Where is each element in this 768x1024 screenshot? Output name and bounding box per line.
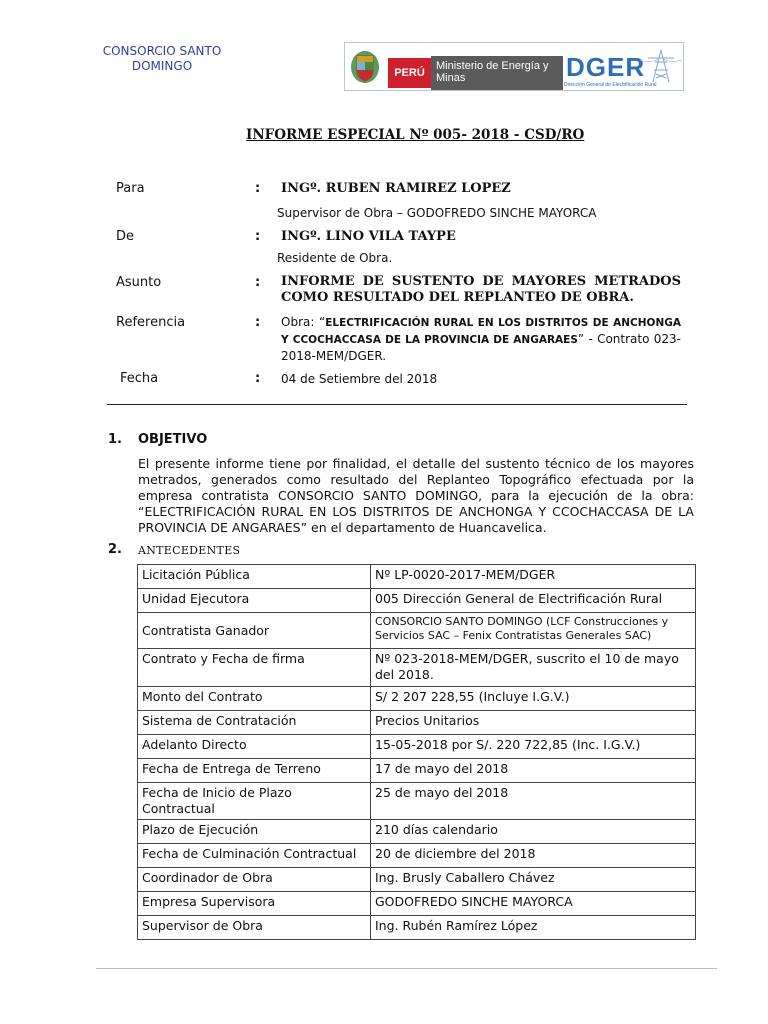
table-cell-label: Unidad Ejecutora: [138, 589, 371, 613]
section-1-number: 1.: [108, 432, 122, 447]
table-cell-label: Fecha de Culminación Contractual: [138, 844, 371, 868]
section-divider: [107, 404, 687, 405]
objetivo-paragraph: El presente informe tiene por finalidad, el detalle del sustento técnico de los mayores metrados, generados como resultado del Replanteo Topográfico efectuada por la empresa contratista CONSORCIO SANTO DOMINGO, para la ejecución de la obra: “ELECTRIFICACIÓN RURAL EN LOS DISTRITOS DE ANCHONGA Y CCOCHACCASA DE LA PROVINCIA DE ANGARAES” en el departamento de Huancavelica.: [138, 456, 694, 535]
referencia-colon: :: [255, 315, 261, 330]
de-label: De: [116, 229, 135, 244]
table-cell-label: Coordinador de Obra: [138, 868, 371, 892]
table-row: [138, 613, 696, 649]
table-row: [138, 649, 696, 687]
table-row: [138, 916, 696, 940]
table-cell-label: Contratista Ganador: [138, 613, 371, 649]
antecedentes-table: [137, 564, 696, 940]
table-row: [138, 868, 696, 892]
table-cell-label: Monto del Contrato: [138, 687, 371, 711]
table-cell-label: Licitación Pública: [138, 565, 371, 589]
company-name: CONSORCIO SANTO DOMINGO: [102, 44, 222, 73]
fecha-label: Fecha: [120, 371, 159, 386]
peru-logo-label: PERÚ: [388, 58, 431, 88]
table-row: [138, 735, 696, 759]
table-cell-label: Supervisor de Obra: [138, 916, 371, 940]
table-cell-label: Contrato y Fecha de firma: [138, 649, 371, 687]
dger-logo-subtitle: Dirección General de Electrificación Rural: [564, 82, 657, 88]
section-2-number: 2.: [108, 542, 122, 557]
table-cell-label: Empresa Supervisora: [138, 892, 371, 916]
table-row: [138, 589, 696, 613]
table-row: [138, 687, 696, 711]
table-cell-value: 005 Dirección General de Electrificación Rural: [371, 589, 696, 613]
para-label: Para: [116, 181, 145, 196]
referencia-value: [281, 314, 681, 364]
table-cell-value: S/ 2 207 228,55 (Incluye I.G.V.): [371, 687, 696, 711]
table-cell-value: Ing. Brusly Caballero Chávez: [371, 868, 696, 892]
referencia-prefix: Obra: “: [281, 315, 326, 329]
table-cell-value: CONSORCIO SANTO DOMINGO (LCF Construcciones y Servicios SAC – Fenix Contratistas Generales SAC): [371, 613, 696, 649]
asunto-label: Asunto: [116, 275, 162, 290]
table-row: [138, 844, 696, 868]
table-cell-value: Ing. Rubén Ramírez López: [371, 916, 696, 940]
de-value: INGº. LINO VILA TAYPE: [281, 229, 456, 244]
section-2-title: ANTECEDENTES: [138, 544, 241, 557]
para-colon: :: [255, 181, 261, 196]
table-cell-label: Adelanto Directo: [138, 735, 371, 759]
table-cell-value: 210 días calendario: [371, 820, 696, 844]
table-cell-value: 17 de mayo del 2018: [371, 759, 696, 783]
dger-logo-text: DGER: [566, 52, 646, 82]
document-title: INFORME ESPECIAL Nº 005- 2018 - CSD/RO: [246, 127, 585, 143]
referencia-project-name: ELECTRIFICACIÓN RURAL EN LOS DISTRITOS DE ANCHONGA Y CCOCHACCASA DE LA PROVINCIA DE ANGARAES: [281, 317, 681, 346]
ministry-logo-label: Ministerio de Energía y Minas: [431, 56, 563, 90]
table-cell-value: 15-05-2018 por S/. 220 722,85 (Inc. I.G.V.): [371, 735, 696, 759]
table-row: [138, 759, 696, 783]
para-subtitle: Supervisor de Obra – GODOFREDO SINCHE MAYORCA: [277, 206, 597, 220]
table-row: [138, 565, 696, 589]
peru-coat-of-arms-icon: [350, 50, 380, 84]
de-colon: :: [255, 229, 261, 244]
asunto-value: INFORME DE SUSTENTO DE MAYORES METRADOS COMO RESULTADO DEL REPLANTEO DE OBRA.: [281, 274, 681, 305]
asunto-colon: :: [255, 275, 261, 290]
table-row: [138, 820, 696, 844]
para-value: INGº. RUBEN RAMIREZ LOPEZ: [281, 181, 511, 196]
table-cell-value: 20 de diciembre del 2018: [371, 844, 696, 868]
fecha-value: 04 de Setiembre del 2018: [281, 372, 438, 386]
section-1-title: OBJETIVO: [138, 432, 208, 447]
table-cell-label: Sistema de Contratación: [138, 711, 371, 735]
table-cell-value: 25 de mayo del 2018: [371, 783, 696, 820]
footer-divider: [96, 968, 717, 969]
power-tower-icon: [640, 48, 682, 84]
table-cell-label: Fecha de Inicio de Plazo Contractual: [138, 783, 371, 820]
table-row: [138, 783, 696, 820]
referencia-suffix: ” - Contrato 023-2018-MEM/DGER.: [281, 332, 681, 363]
fecha-colon: :: [255, 371, 261, 386]
table-cell-label: Fecha de Entrega de Terreno: [138, 759, 371, 783]
referencia-label: Referencia: [116, 315, 186, 330]
de-subtitle: Residente de Obra.: [277, 251, 393, 265]
table-cell-value: GODOFREDO SINCHE MAYORCA: [371, 892, 696, 916]
table-cell-label: Plazo de Ejecución: [138, 820, 371, 844]
table-row: [138, 892, 696, 916]
table-row: [138, 711, 696, 735]
table-cell-value: Nº LP-0020-2017-MEM/DGER: [371, 565, 696, 589]
table-cell-value: Nº 023-2018-MEM/DGER, suscrito el 10 de mayo del 2018.: [371, 649, 696, 687]
table-cell-value: Precios Unitarios: [371, 711, 696, 735]
